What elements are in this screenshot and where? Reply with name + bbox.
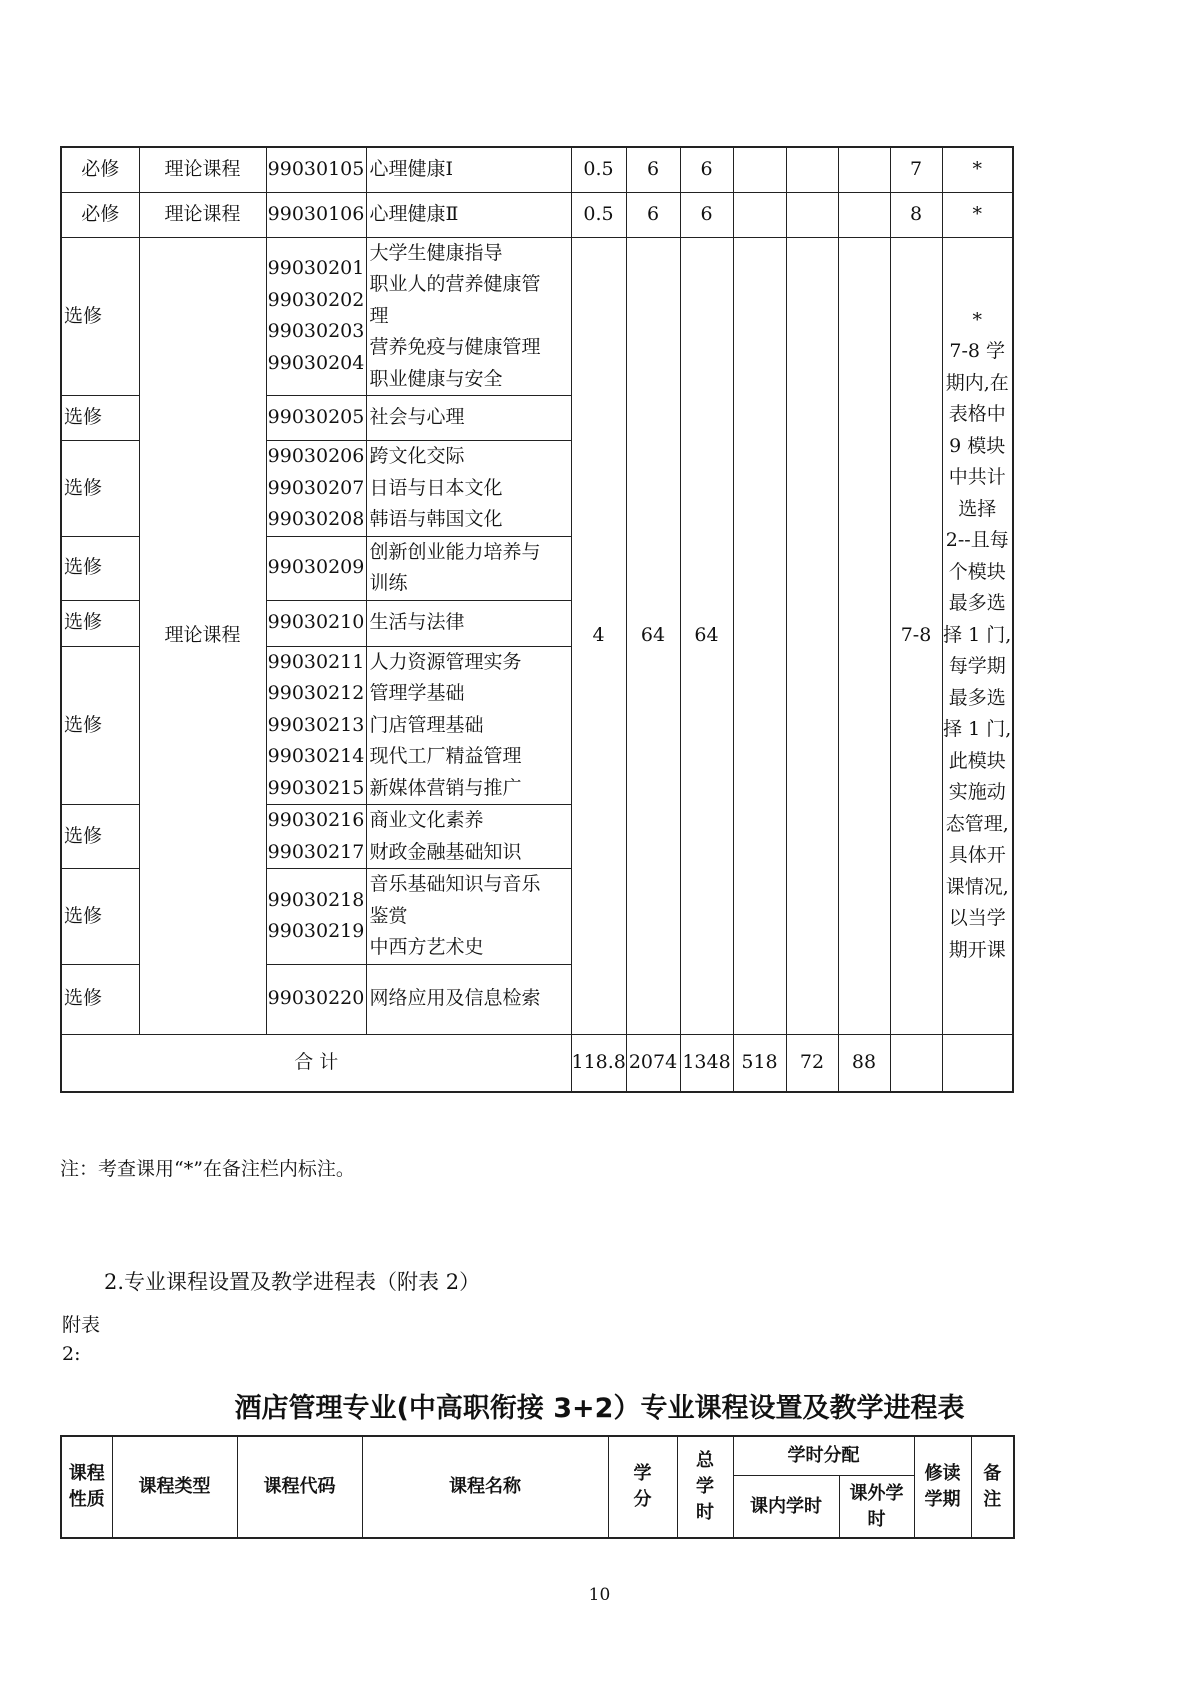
cell-nature: 选修 bbox=[61, 869, 139, 965]
cell-code-line: 99030209 bbox=[267, 556, 365, 579]
cell-nature: 选修 bbox=[61, 441, 139, 537]
page-number: 10 bbox=[588, 1585, 611, 1605]
cell-remark-line: * bbox=[972, 308, 982, 331]
cell-name-line: 日语与日本文化 bbox=[369, 476, 503, 499]
header-nature: 课程 性质 bbox=[61, 1436, 112, 1538]
cell-code-line: 99030203 bbox=[267, 320, 365, 343]
cell-c8 bbox=[838, 147, 890, 192]
cell-credit: 4 bbox=[571, 237, 626, 1034]
cell-code-line: 99030211 bbox=[267, 650, 365, 673]
cell-nature: 选修 bbox=[61, 237, 139, 396]
cell-name-line: 音乐基础知识与音乐 bbox=[369, 873, 541, 895]
cell-name-line: 新媒体营销与推广 bbox=[369, 776, 522, 799]
cell-code-line: 99030220 bbox=[267, 987, 365, 1010]
cell-remark-line: 9 模块 bbox=[949, 434, 1006, 457]
cell-remark-line: 表格中 bbox=[948, 403, 1006, 426]
cell-c7 bbox=[786, 192, 838, 237]
total-c8: 88 bbox=[838, 1034, 890, 1092]
cell-code-line: 99030215 bbox=[267, 776, 365, 799]
cell-remark-line: 课情况, bbox=[945, 875, 1009, 898]
cell-name-line: 人力资源管理实务 bbox=[369, 650, 522, 673]
cell-c7 bbox=[786, 237, 838, 1034]
cell-outer bbox=[733, 192, 786, 237]
cell-name-line: 营养免疫与健康管理 bbox=[369, 336, 541, 358]
cell-name-line: 中西方艺术史 bbox=[369, 936, 484, 958]
cell-name-line: 现代工厂精益管理 bbox=[369, 745, 522, 767]
cell-c7 bbox=[786, 147, 838, 192]
cell-code: 99030106 bbox=[266, 192, 366, 237]
cell-name-line: 跨文化交际 bbox=[369, 445, 465, 467]
cell-code bbox=[266, 646, 366, 805]
cell-name-line: 职业人的营养健康管 bbox=[369, 273, 541, 295]
cell-nature: 选修 bbox=[61, 964, 139, 1034]
cell-code: 99030105 bbox=[266, 147, 366, 192]
cell-code bbox=[266, 869, 366, 965]
cell-name bbox=[366, 805, 571, 869]
cell-remark-line: 实施动 bbox=[948, 781, 1006, 804]
cell-type: 理论课程 bbox=[139, 237, 266, 1034]
cell-name bbox=[366, 964, 571, 1034]
cell-nature: 选修 bbox=[61, 536, 139, 600]
cell-inner: 6 bbox=[680, 147, 733, 192]
cell-outer bbox=[733, 237, 786, 1034]
cell-nature: 必修 bbox=[61, 147, 139, 192]
cell-remark-line: 每学期 bbox=[948, 655, 1006, 678]
total-semester bbox=[890, 1034, 942, 1092]
cell-code-line: 99030217 bbox=[267, 840, 365, 863]
cell-nature: 必修 bbox=[61, 192, 139, 237]
cell-c8 bbox=[838, 237, 890, 1034]
cell-code bbox=[266, 600, 366, 646]
total-label: 合 计 bbox=[61, 1034, 571, 1092]
cell-name: 心理健康Ⅱ bbox=[366, 192, 571, 237]
cell-code-line: 99030205 bbox=[267, 406, 365, 429]
cell-nature: 选修 bbox=[61, 805, 139, 869]
cell-code-line: 99030202 bbox=[267, 288, 365, 311]
table-note: 注：考查课用“*”在备注栏内标注。 bbox=[60, 1158, 355, 1180]
cell-code-line: 99030219 bbox=[267, 920, 365, 943]
cell-name bbox=[366, 600, 571, 646]
cell-name bbox=[366, 441, 571, 537]
cell-remark-line: 期开课 bbox=[948, 938, 1006, 961]
cell-nature: 选修 bbox=[61, 646, 139, 805]
total-c7: 72 bbox=[786, 1034, 838, 1092]
cell-total: 6 bbox=[626, 147, 680, 192]
header-type: 课程类型 bbox=[112, 1436, 237, 1538]
total-remark bbox=[942, 1034, 1013, 1092]
cell-name-line: 门店管理基础 bbox=[369, 713, 484, 736]
cell-inner: 64 bbox=[680, 237, 733, 1034]
header-outer-hours: 课外学 时 bbox=[839, 1476, 914, 1539]
cell-semester: 8 bbox=[890, 192, 942, 237]
cell-name-line: 理 bbox=[369, 304, 389, 327]
table-row bbox=[61, 192, 1013, 237]
table2-title: 酒店管理专业(中高职衔接 3+2）专业课程设置及教学进程表 bbox=[234, 1393, 965, 1424]
cell-remark-line: 2--且每 bbox=[945, 529, 1009, 552]
header-total-hours: 总 学 时 bbox=[677, 1436, 733, 1538]
cell-credit: 0.5 bbox=[571, 192, 626, 237]
header-credit: 学 分 bbox=[608, 1436, 677, 1538]
cell-nature: 选修 bbox=[61, 600, 139, 646]
cell-code-line: 99030204 bbox=[267, 351, 365, 374]
cell-outer bbox=[733, 147, 786, 192]
cell-semester: 7-8 bbox=[890, 237, 942, 1034]
cell-remark bbox=[942, 237, 1013, 1034]
header-inner-hours: 课内学时 bbox=[733, 1476, 839, 1539]
cell-remark: * bbox=[942, 192, 1013, 237]
cell-code-line: 99030201 bbox=[267, 257, 365, 280]
cell-remark-line: 最多选 bbox=[948, 592, 1006, 615]
cell-semester: 7 bbox=[890, 147, 942, 192]
cell-name bbox=[366, 536, 571, 600]
cell-code-line: 99030216 bbox=[267, 809, 365, 831]
cell-name bbox=[366, 396, 571, 441]
total-credit: 118.8 bbox=[571, 1034, 626, 1092]
cell-inner: 6 bbox=[680, 192, 733, 237]
cell-name-line: 大学生健康指导 bbox=[369, 241, 503, 264]
cell-name-line: 财政金融基础知识 bbox=[369, 840, 522, 863]
cell-type: 理论课程 bbox=[139, 192, 266, 237]
cell-remark-line: 择 1 门, bbox=[943, 718, 1012, 741]
cell-name-line: 创新创业能力培养与 bbox=[369, 540, 541, 563]
cell-code bbox=[266, 964, 366, 1034]
cell-code-line: 99030214 bbox=[267, 745, 365, 767]
cell-name: 心理健康Ⅰ bbox=[366, 147, 571, 192]
cell-credit: 0.5 bbox=[571, 147, 626, 192]
cell-remark-line: 选择 bbox=[958, 497, 997, 520]
header-hour-allocation: 学时分配 bbox=[733, 1436, 914, 1476]
header-semester: 修读 学期 bbox=[914, 1436, 971, 1538]
cell-c8 bbox=[838, 192, 890, 237]
cell-code-line: 99030218 bbox=[267, 888, 365, 911]
attachment-label: 附表 bbox=[62, 1314, 101, 1336]
cell-code bbox=[266, 396, 366, 441]
total-inner: 1348 bbox=[680, 1034, 733, 1092]
cell-name bbox=[366, 646, 571, 805]
cell-remark-line: 具体开 bbox=[948, 844, 1006, 867]
cell-remark-line: 此模块 bbox=[948, 749, 1006, 772]
cell-name-line: 网络应用及信息检索 bbox=[369, 987, 541, 1010]
cell-name-line: 职业健康与安全 bbox=[369, 367, 503, 390]
cell-code-line: 99030207 bbox=[267, 476, 365, 499]
cell-code-line: 99030210 bbox=[267, 611, 365, 634]
total-outer: 518 bbox=[733, 1034, 786, 1092]
total-row bbox=[61, 1034, 1013, 1092]
course-table-1 bbox=[60, 146, 1014, 1093]
cell-remark-line: 中共计 bbox=[948, 466, 1006, 489]
header-remark: 备 注 bbox=[971, 1436, 1014, 1538]
attachment-label-number: 2: bbox=[62, 1343, 81, 1365]
cell-code bbox=[266, 805, 366, 869]
cell-code bbox=[266, 441, 366, 537]
table-row bbox=[61, 237, 1013, 396]
cell-code bbox=[266, 536, 366, 600]
cell-total: 6 bbox=[626, 192, 680, 237]
course-table-2-header bbox=[60, 1435, 1015, 1539]
cell-remark-line: 以当学 bbox=[948, 907, 1006, 930]
cell-name bbox=[366, 869, 571, 965]
cell-code-line: 99030208 bbox=[267, 508, 365, 530]
cell-name-line: 商业文化素养 bbox=[369, 809, 484, 831]
section-heading: 2.专业课程设置及教学进程表（附表 2） bbox=[104, 1270, 481, 1294]
cell-name-line: 韩语与韩国文化 bbox=[369, 508, 503, 530]
cell-name bbox=[366, 237, 571, 396]
cell-name-line: 管理学基础 bbox=[369, 682, 465, 704]
cell-remark-line: 个模块 bbox=[948, 560, 1006, 583]
cell-total: 64 bbox=[626, 237, 680, 1034]
cell-name-line: 训练 bbox=[369, 572, 408, 594]
cell-remark-line: 择 1 门, bbox=[943, 623, 1012, 646]
cell-code-line: 99030213 bbox=[267, 713, 365, 736]
cell-remark: * bbox=[942, 147, 1013, 192]
cell-code-line: 99030212 bbox=[267, 682, 365, 704]
cell-name-line: 社会与心理 bbox=[369, 406, 465, 429]
header-code: 课程代码 bbox=[237, 1436, 362, 1538]
cell-name-line: 鉴赏 bbox=[369, 904, 408, 927]
header-name: 课程名称 bbox=[362, 1436, 608, 1538]
table-row bbox=[61, 147, 1013, 192]
cell-remark-line: 7-8 学 bbox=[949, 340, 1006, 363]
cell-code-line: 99030206 bbox=[267, 445, 365, 467]
cell-nature: 选修 bbox=[61, 396, 139, 441]
cell-remark-line: 最多选 bbox=[948, 686, 1006, 709]
total-hours: 2074 bbox=[626, 1034, 680, 1092]
cell-name-line: 生活与法律 bbox=[369, 611, 465, 634]
cell-remark-line: 态管理, bbox=[945, 812, 1009, 835]
cell-remark-line: 期内,在 bbox=[945, 371, 1009, 394]
cell-code bbox=[266, 237, 366, 396]
cell-type: 理论课程 bbox=[139, 147, 266, 192]
